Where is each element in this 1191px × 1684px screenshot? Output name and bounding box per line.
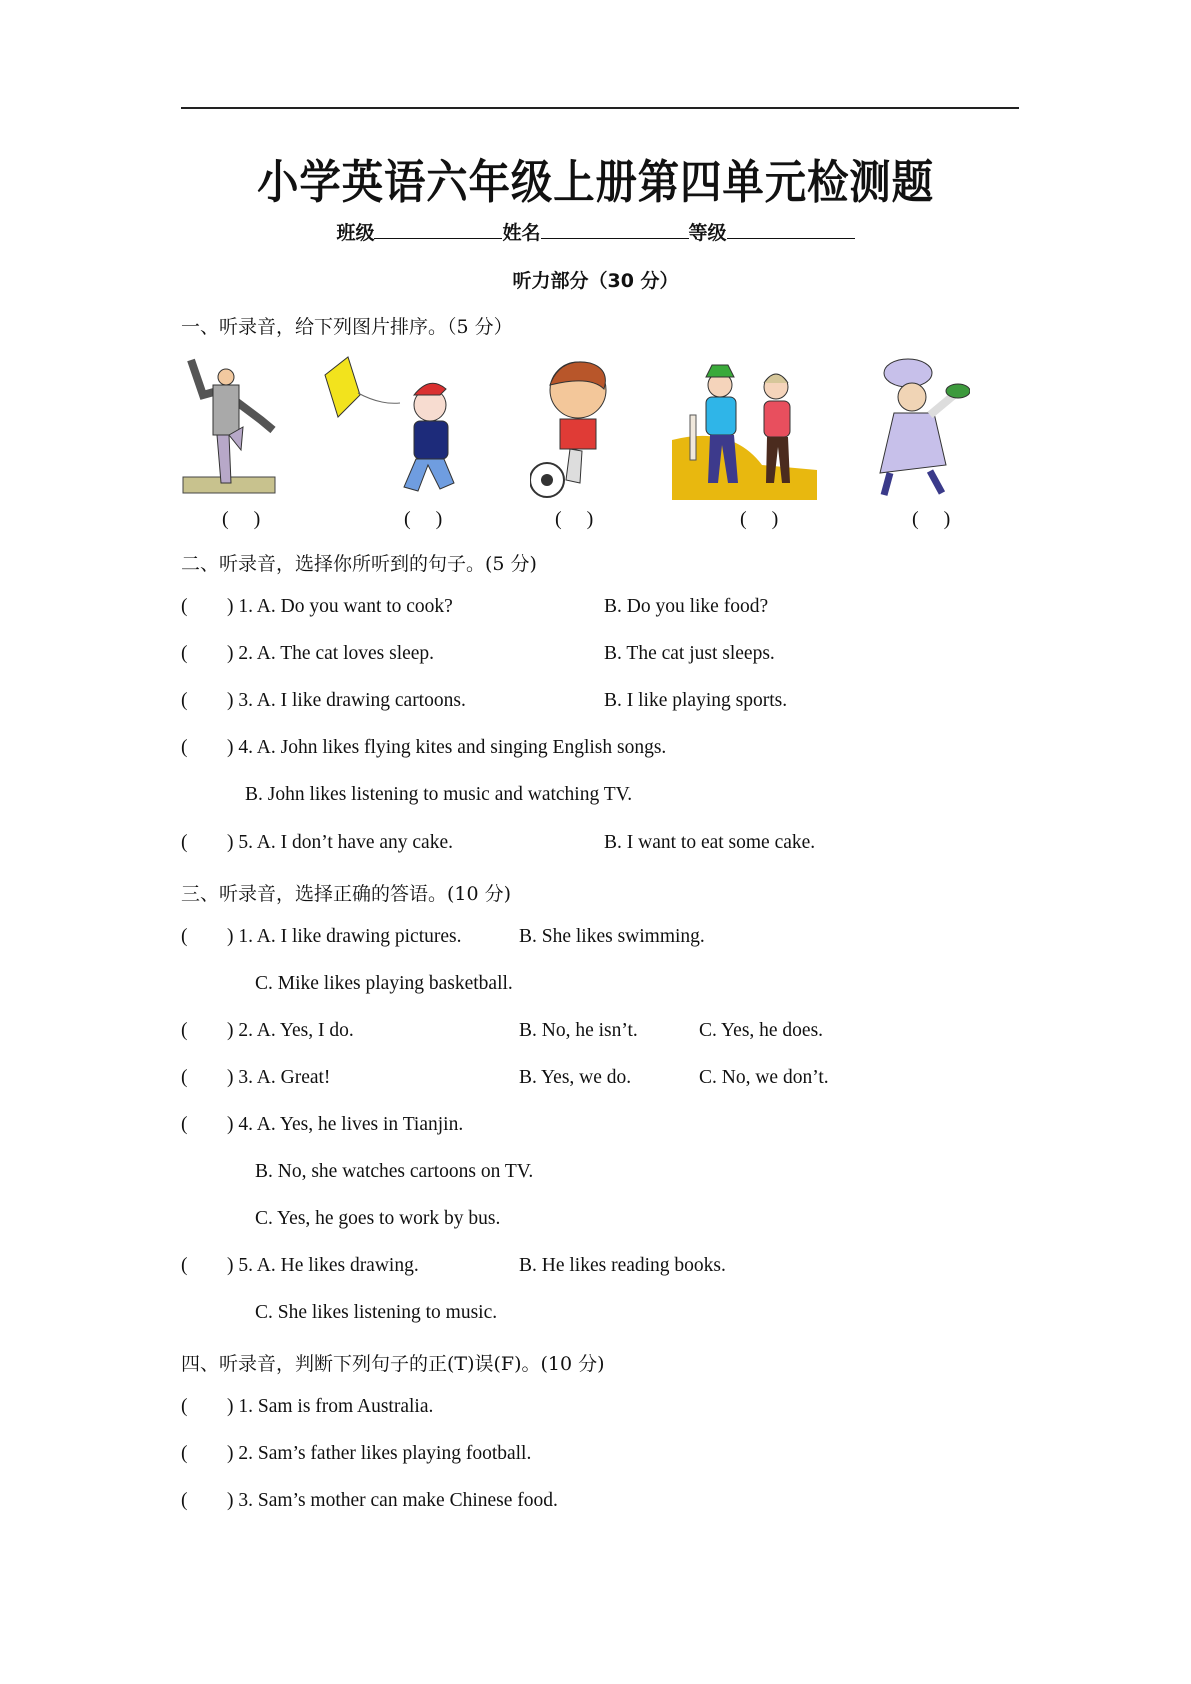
option-a: ) 2. A. Yes, I do. [227,1020,354,1041]
option-a: ) 2. A. The cat loves sleep. [227,643,435,664]
section3-item-1 [181,926,462,948]
section4-item-3 [181,1490,558,1512]
answer-blank[interactable]: ( [181,596,188,617]
option-a: ) 1. A. Do you want to cook? [227,596,453,617]
section4-heading: 四、听录音，判断下列句子的正(T)误(F)。(10 分) [181,1353,605,1375]
option-a: ) 4. A. Yes, he lives in Tianjin. [227,1114,464,1135]
answer-blank[interactable]: ( [181,1020,188,1041]
statement: ) 1. Sam is from Australia. [227,1396,434,1417]
section3-item-1-option-c: C. Mike likes playing basketball. [255,973,513,994]
listening-part-title: 听力部分（30 分） [512,270,679,292]
answer-blank[interactable]: ( [181,1396,188,1417]
grade-label: 等级 [688,222,727,244]
section4-item-2 [181,1443,531,1465]
answer-blank[interactable]: ( [181,1067,188,1088]
tai-chi-man-image [181,355,277,500]
section2-item-1 [181,596,453,618]
answer-blank[interactable]: ( [181,1114,188,1135]
grade-field[interactable] [727,220,855,239]
answer-blank[interactable]: ( [181,1255,188,1276]
section3-item-5-option-c: C. She likes listening to music. [255,1302,498,1323]
section3-item-5-option-b: B. He likes reading books. [519,1255,726,1276]
section2-item-4-option-b: B. John likes listening to music and watching TV. [245,784,633,805]
section2-item-2-option-b: B. The cat just sleeps. [604,643,775,664]
section2-item-2 [181,643,434,665]
answer-blank[interactable]: ( [181,1490,188,1511]
section4-item-1 [181,1396,433,1418]
section3-item-5 [181,1255,419,1277]
answer-blank[interactable]: ( [181,690,188,711]
section3-item-2 [181,1020,354,1042]
option-a: ) 3. A. Great! [227,1067,331,1088]
section3-item-3-option-c: C. No, we don’t. [699,1067,829,1088]
top-rule [181,107,1019,109]
statement: ) 2. Sam’s father likes playing football. [227,1443,532,1464]
picture-4-answer-blank[interactable]: ( ) [740,508,779,530]
answer-blank[interactable]: ( [181,643,188,664]
section3-item-1-option-b: B. She likes swimming. [519,926,705,947]
section2-item-1-option-b: B. Do you like food? [604,596,769,617]
answer-blank[interactable]: ( [181,926,188,947]
picture-2-answer-blank[interactable]: ( ) [404,508,443,530]
name-label: 姓名 [502,222,541,244]
answer-blank[interactable]: ( [181,1443,188,1464]
section3-item-4-option-c: C. Yes, he goes to work by bus. [255,1208,501,1229]
elderly-couple-hiking-image [672,355,817,500]
chef-holding-dish-image [870,355,970,500]
section3-item-2-option-c: C. Yes, he does. [699,1020,824,1041]
section3-item-4 [181,1114,463,1136]
section2-item-4 [181,737,666,759]
student-info-line [0,218,1191,245]
section3-item-4-option-b: B. No, she watches cartoons on TV. [255,1161,534,1182]
statement: ) 3. Sam’s mother can make Chinese food. [227,1490,558,1511]
class-label: 班级 [336,222,375,244]
section3-item-3 [181,1067,330,1089]
option-a: ) 4. A. John likes flying kites and singing English songs. [227,737,667,758]
page-title: 小学英语六年级上册第四单元检测题 [257,155,934,209]
answer-blank[interactable]: ( [181,737,188,758]
section2-item-3-option-b: B. I like playing sports. [604,690,788,711]
section2-item-3 [181,690,466,712]
option-a: ) 5. A. He likes drawing. [227,1255,419,1276]
option-a: ) 1. A. I like drawing pictures. [227,926,462,947]
picture-5-answer-blank[interactable]: ( ) [912,508,951,530]
section3-item-3-option-b: B. Yes, we do. [519,1067,632,1088]
section2-heading: 二、听录音，选择你所听到的句子。(5 分) [181,553,537,575]
picture-3-answer-blank[interactable]: ( ) [555,508,594,530]
section3-item-2-option-b: B. No, he isn’t. [519,1020,638,1041]
option-a: ) 5. A. I don’t have any cake. [227,832,453,853]
section2-item-5 [181,832,453,854]
option-a: ) 3. A. I like drawing cartoons. [227,690,466,711]
picture-1-answer-blank[interactable]: ( ) [222,508,261,530]
boy-flying-kite-image [320,355,470,500]
section2-item-5-option-b: B. I want to eat some cake. [604,832,816,853]
answer-blank[interactable]: ( [181,832,188,853]
class-field[interactable] [374,220,502,239]
section3-heading: 三、听录音，选择正确的答语。(10 分) [181,883,512,905]
boy-playing-football-image [530,355,620,500]
name-field[interactable] [541,220,689,239]
section1-heading: 一、听录音，给下列图片排序。（5 分） [181,316,513,338]
